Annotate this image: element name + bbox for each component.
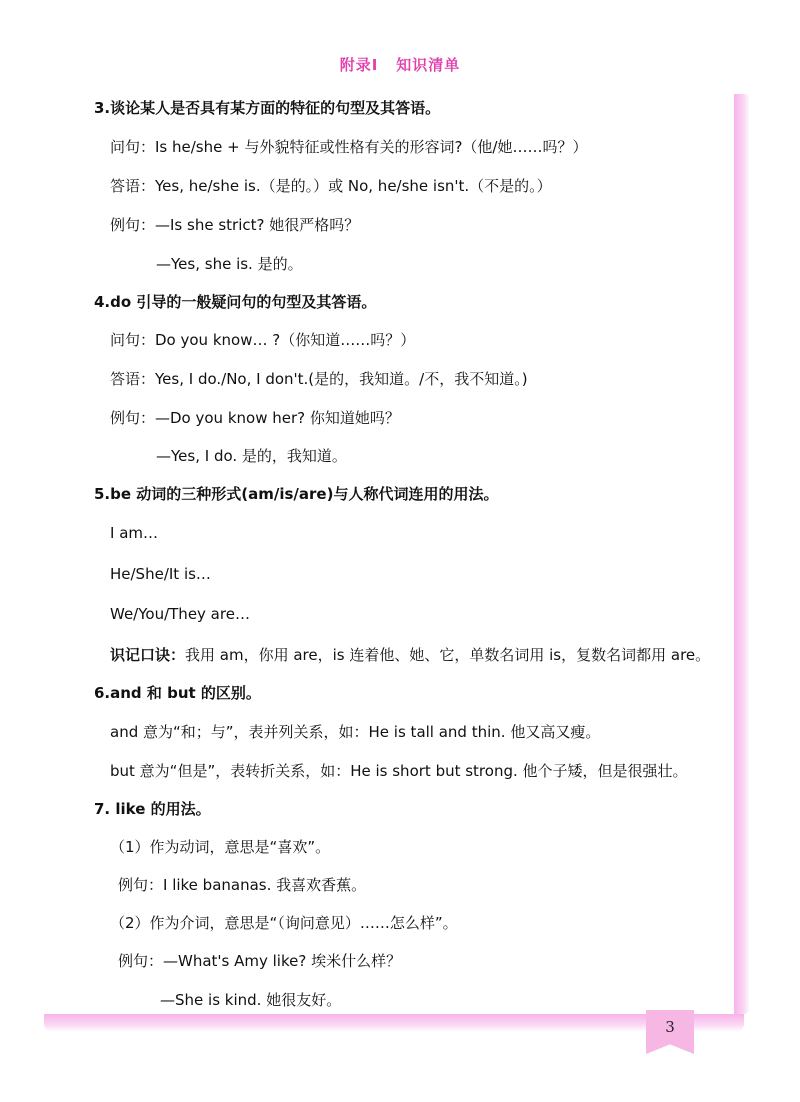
section-5-line-3: We/You/They are… xyxy=(110,605,250,623)
section-4-example-question: 例句：—Do you know her? 你知道她吗？ xyxy=(110,409,400,427)
section-7-example-2-answer: —She is kind. 她很友好。 xyxy=(160,991,342,1009)
section-5-title: 5.be 动词的三种形式(am/is/are)与人称代词连用的用法。 xyxy=(94,485,499,503)
section-4-example-answer: —Yes, I do. 是的，我知道。 xyxy=(156,447,347,465)
section-3-example-question: 例句：—Is she strict? 她很严格吗？ xyxy=(110,216,360,234)
section-7-title: 7. like 的用法。 xyxy=(94,800,211,818)
section-3-answer: 答语：Yes, he/she is.（是的。）或 No, he/she isn't.（不是的。） xyxy=(110,177,552,195)
section-7-example-1: 例句：I like bananas. 我喜欢香蕉。 xyxy=(118,876,367,894)
section-4-question: 问句：Do you know… ?（你知道……吗？） xyxy=(110,331,416,349)
page-shadow-right xyxy=(734,94,750,1014)
section-7-point-1: （1）作为动词，意思是“喜欢”。 xyxy=(110,838,331,856)
section-7-example-2-question: 例句：—What's Amy like? 埃米什么样？ xyxy=(118,952,402,970)
page-shadow-bottom xyxy=(44,1014,744,1032)
section-3-title: 3.谈论某人是否具有某方面的特征的句型及其答语。 xyxy=(94,99,441,117)
section-3-question: 问句：Is he/she + 与外貌特征或性格有关的形容词?（他/她……吗？） xyxy=(110,138,588,156)
section-5-tip xyxy=(110,645,710,665)
header-appendix: 附录Ⅰ xyxy=(339,56,379,74)
section-4-answer: 答语：Yes, I do./No, I don't.(是的，我知道。/不，我不知道。) xyxy=(110,370,528,388)
section-5-tip-text: 我用 am，你用 are，is 连着他、她、它，单数名词用 is，复数名词都用 are。 xyxy=(185,646,711,664)
section-5-tip-label: 识记口诀： xyxy=(110,646,186,664)
section-6-title: 6.and 和 but 的区别。 xyxy=(94,684,261,702)
page-number: 3 xyxy=(665,1018,675,1036)
section-3-example-answer: —Yes, she is. 是的。 xyxy=(156,255,303,273)
page-header xyxy=(0,54,800,75)
section-5-line-2: He/She/It is… xyxy=(110,565,211,583)
section-4-title: 4.do 引导的一般疑问句的句型及其答语。 xyxy=(94,293,377,311)
header-title: 知识清单 xyxy=(396,56,461,74)
section-5-line-1: I am… xyxy=(110,524,158,542)
section-7-point-2: （2）作为介词，意思是“（询问意见）……怎么样”。 xyxy=(110,914,458,932)
section-6-line-1: and 意为“和；与”，表并列关系，如：He is tall and thin. 他又高又瘦。 xyxy=(110,723,601,741)
section-6-line-2: but 意为“但是”，表转折关系，如：He is short but strong. 他个子矮，但是很强壮。 xyxy=(110,762,688,780)
